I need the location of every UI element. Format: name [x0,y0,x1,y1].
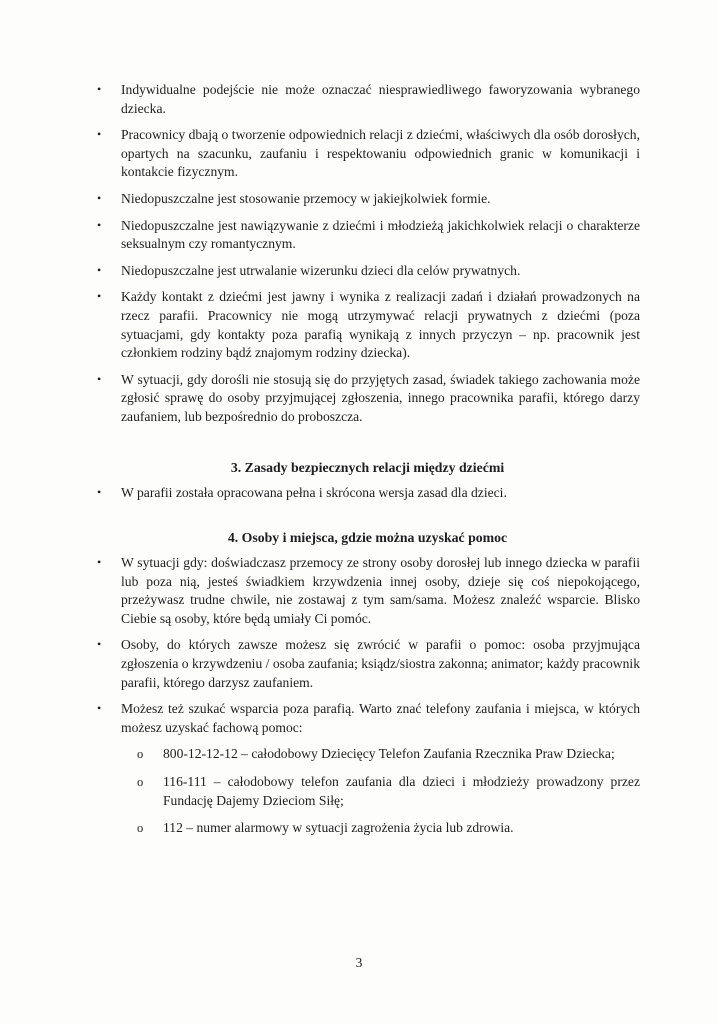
list-item [95,636,640,692]
list-item-text: Pracownicy dbają o tworzenie odpowiednich relacji z dziećmi, właściwych dla osób dorosłych, opartych na szacunku, zaufaniu i respektowaniu odpowiednich granic w komunikacji i kontakcie fizycznym. [121,127,640,180]
list-item-text: W parafii została opracowana pełna i skrócona wersja zasad dla dzieci. [121,484,507,500]
list-item [95,262,640,281]
list-item-text: Niedopuszczalne jest utrwalanie wizerunku dzieci dla celów prywatnych. [121,262,521,278]
list-item [95,190,640,209]
list-item [95,288,640,362]
page-content [95,81,640,847]
help-info-list [95,554,640,737]
bullet-icon: • [97,262,102,277]
helpline-item [95,745,640,764]
bullet-icon: • [97,217,102,232]
helplines-list [95,745,640,837]
list-item-text: Każdy kontakt z dziećmi jest jawny i wynika z realizacji zadań i działań prowadzonych na rzecz parafii. Pracownicy nie mogą utrzymywać relacji prywatnych z dziećmi (poza sytuacjami, gdy kontakty poza parafią wynikają z innych przyczyn – np. pracownik jest członkiem rodziny bądź znajomym rodziny dziecka). [121,289,640,361]
list-item [95,126,640,182]
bullet-icon: • [97,127,102,142]
helpline-item [95,819,640,838]
circle-bullet-icon: o [137,747,144,762]
page-number: 3 [355,955,363,970]
list-item [95,554,640,628]
bullet-icon: • [97,190,102,205]
adult-rules-list [95,81,640,427]
bullet-icon: • [97,637,102,652]
helpline-text: 116-111 – całodobowy telefon zaufania dla dzieci i młodzieży prowadzony przez Fundację Dajemy Dzieciom Siłę; [163,774,640,808]
list-item [95,484,640,503]
list-item-text: Możesz też szukać wsparcia poza parafią. Warto znać telefony zaufania i miejsca, w których możesz uzyskać fachową pomoc: [121,701,640,735]
list-item-text: Niedopuszczalne jest stosowanie przemocy w jakiejkolwiek formie. [121,190,491,206]
list-item-text: Niedopuszczalne jest nawiązywanie z dziećmi i młodzieżą jakichkolwiek relacji o charakterze seksualnym czy romantycznym. [121,217,640,252]
helpline-item [95,773,640,810]
list-item-text: W sytuacji gdy: doświadczasz przemocy ze strony osoby dorosłej lub innego dziecka w parafii lub poza nią, jesteś świadkiem krzywdzenia innej osoby, dzieje się coś niepokojącego, przeżywasz trudne chwile, nie zostawaj z tym sam/sama. Możesz znaleźć wsparcie. Blisko Ciebie są osoby, które będą umiały Ci pomóc. [121,555,640,626]
section-4-heading: 4. Osoby i miejsca, gdzie można uzyskać pomoc [227,530,508,546]
bullet-icon: • [97,82,102,96]
list-item [95,217,640,254]
list-item-text: Indywidualne podejście nie może oznaczać niesprawiedliwego faworyzowania wybranego dziecka. [121,82,640,116]
circle-bullet-icon: o [137,821,144,836]
children-rules-list [95,484,640,503]
list-item [95,81,640,118]
section-3-heading: 3. Zasady bezpiecznych relacji między dziećmi [230,459,505,475]
list-item-text: Osoby, do których zawsze możesz się zwrócić w parafii o pomoc: osoba przyjmująca zgłoszenia o krzywdzeniu / osoba zaufania; ksiądz/siostra zakonna; animator; każdy pracownik parafii, którego darzysz zaufaniem. [121,637,640,690]
bullet-icon: • [97,289,102,304]
helpline-text: 112 – numer alarmowy w sytuacji zagrożenia życia lub zdrowia. [163,820,514,836]
circle-bullet-icon: o [137,775,144,790]
list-item-text: W sytuacji, gdy dorośli nie stosują się do przyjętych zasad, świadek takiego zachowania może zgłosić sprawę do osoby przyjmującej zgłoszenia, innego pracownika parafii, którego darzy zaufaniem, lub bezpośrednio do proboszcza. [121,371,640,424]
bullet-icon: • [97,701,102,716]
list-item [95,700,640,737]
bullet-icon: • [97,555,102,570]
bullet-icon: • [97,484,102,499]
list-item [95,371,640,427]
bullet-icon: • [97,371,102,386]
helpline-text: 800-12-12-12 – całodobowy Dziecięcy Telefon Zaufania Rzecznika Praw Dziecka; [163,746,615,762]
